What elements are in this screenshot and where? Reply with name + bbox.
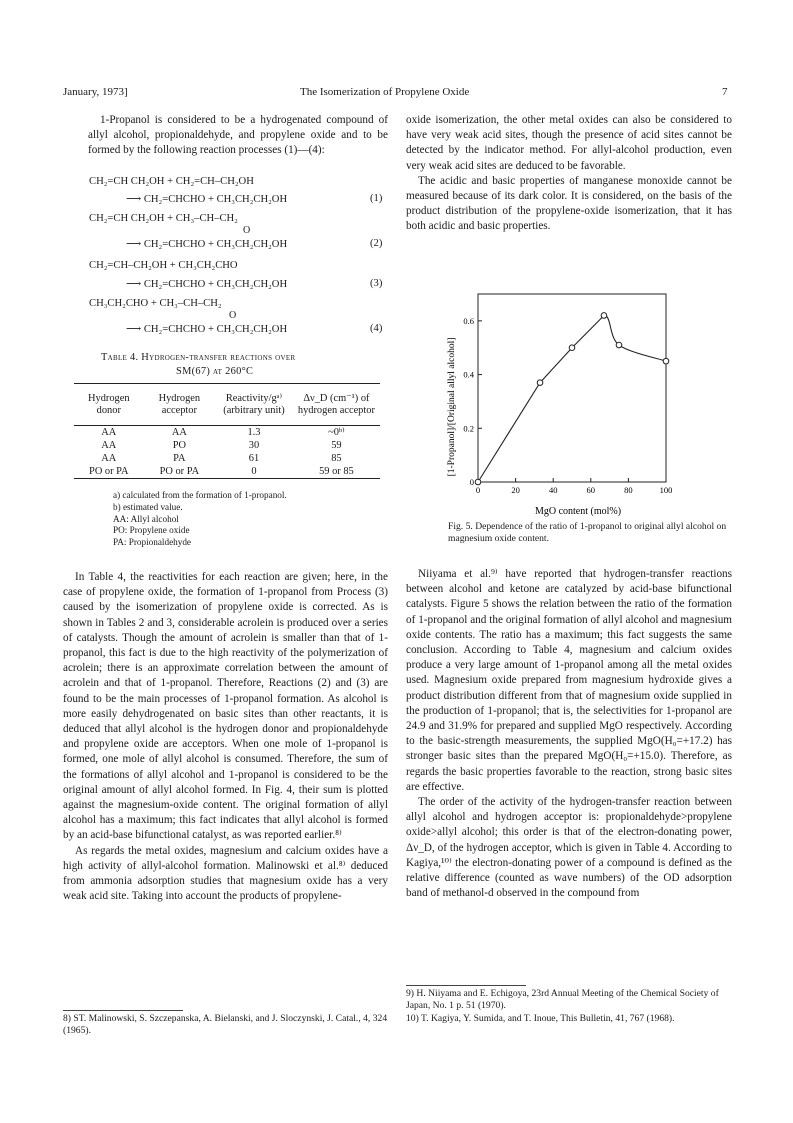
footnote-rule-right [406, 985, 526, 986]
paragraph: oxide isomerization, the other metal oxides can also be considered to have very weak acid sites, though the presence of acid sites cannot be detected by the indicator method. For allyl-alcohol production, even very weak acid sites are deduced to be favorable. [406, 114, 732, 172]
paragraph: In Table 4, the reactivities for each reaction are given; here, in the case of propylene oxide, the formation of 1-propanol from Process (3) caused by the isomerization of propylene oxide is corrected. As is shown in Tables 2 and 3, considerable acrolein is produced over a series of catalysts. Though the amount of acrolein is smaller than that of 1-propanol, this fact is due to the high reactivity of the polymerization of acrolein; there is an approximate correlation between the amount of acrolein and that of 1-propanol. Therefore, Reactions (2) and (3) are found to be the main processes of 1-propanol formation. As alcohol is more easily dehydrogenated on basic sites than other reactants, it is deduced that allyl alcohol is the hydrogen donor and propionaldehyde and propylene oxide are acceptors. When one mole of 1-propanol is formed, one mole of allyl alcohol is consumed. Therefore, the sum of the formations of allyl alcohol and 1-propanol is considered to be the original amount of allyl alcohol formed. In Fig. 4, their sum is plotted against the magnesium-oxide content. The original formation of allyl alcohol has a maximum; this fact indicates that allyl alcohol is formed by an acid-base bifunctional catalyst, as was reported earlier.⁸⁾ [63, 571, 388, 842]
eq3-number: (3) [370, 278, 383, 289]
data-point [616, 342, 622, 348]
right-body [406, 567, 732, 901]
data-point [537, 380, 543, 386]
eq2-number: (2) [370, 238, 383, 249]
table-cell: 61 [248, 452, 260, 464]
table-cell: AA [171, 426, 187, 438]
table4-note: b) estimated value. [113, 501, 183, 512]
y-tick-label: 0.6 [463, 315, 474, 326]
table4-header-cell: Hydrogen acceptor [158, 393, 201, 416]
table-cell: AA [101, 426, 117, 438]
intro-paragraph [88, 113, 388, 159]
table4-header-cell: Reactivity/gᵃ⁾ (arbitrary unit) [223, 393, 285, 416]
eq4-products: ⟶ CH₂=CHCHO + CH₃CH₂CH₂OH [126, 324, 288, 335]
eq4-number: (4) [370, 323, 383, 334]
table-row [74, 439, 380, 452]
eq2-reactants: CH₂=CH CH₂OH + CH₃–CH–CH₂ [89, 213, 238, 224]
figure-5-caption: Fig. 5. Dependence of the ratio of 1-propanol to original allyl alcohol on magnesium oxide content. [448, 521, 727, 544]
intro-text: 1-Propanol is considered to be a hydrogenated compound of allyl alcohol, propionaldehyde, and propylene oxide and to be formed by the following reaction processes (1)—(4): [88, 114, 388, 157]
table4-notes [113, 490, 287, 549]
table4-header-cell: Hydrogen donor [88, 393, 130, 416]
y-tick-label: 0.4 [463, 369, 474, 380]
paragraph: Niiyama et al.⁹⁾ have reported that hydrogen-transfer reactions between alcohol and ketone are catalyzed by acid-base bifunctional catalysts. Figure 5 shows the relation between the ratio of the formation of 1-propanol and the original formation of allyl alcohol and magnesium oxide contents. The ratio has a maximum; this fact suggests the same conclusion. According to Table 4, magnesium and calcium oxides produce a very large amount of 1-propanol among all the metal oxides used. Magnesium oxide prepared from magnesium hydroxide gives a product distribution different from that of magnesium oxide supplied in the production of 1-propanol; that is, the selectivities for 1-propanol are 24.9 and 31.9% for prepared and supplied MgO respectively. According to the basic-strength measurements, the supplied MgO(H₀=+17.2) has stronger basic sites than the prepared MgO(H₀=+15.0). Therefore, as regards the basic properties favorable to the reaction, strong basic sites are effective. [406, 568, 732, 793]
table-cell: PA [173, 452, 186, 464]
table-row [74, 465, 380, 479]
table-cell: 1.3 [247, 426, 261, 438]
footnote-9: 9) H. Niiyama and E. Echigoya, 23rd Annual Meeting of the Chemical Society of Japan, No. 1 p. 51 (1970). [406, 988, 719, 1011]
x-tick-label: 100 [659, 485, 673, 495]
x-tick-label: 60 [586, 485, 596, 495]
y-axis-label: [1-Propanol]/[Original allyl alcohol] [447, 337, 457, 477]
paragraph: The acidic and basic properties of manganese monoxide cannot be measured because of its dark color. It is considered, on the basis of the product distribution of the propylene-oxide isomerization, that it has both acidic and basic properties. [406, 174, 732, 233]
table-cell: 85 [331, 452, 342, 464]
eq2-epoxide-bridge: O [243, 225, 251, 236]
eq4-epoxide-bridge: O [229, 310, 237, 321]
eq1-reactants: CH₂=CH CH₂OH + CH₂=CH–CH₂OH [89, 176, 254, 187]
table4-note: PO: Propylene oxide [113, 525, 190, 536]
table-cell: 59 or 85 [319, 465, 354, 477]
x-axis-label: MgO content (mol%) [534, 506, 622, 517]
page-number: 7 [722, 86, 728, 98]
table4-caption-line1: Table 4. Hydrogen-transfer reactions over [101, 352, 296, 363]
table-row [74, 426, 380, 440]
footnote-10: 10) T. Kagiya, Y. Sumida, and T. Inoue, This Bulletin, 41, 767 (1968). [406, 1013, 675, 1024]
y-tick-label: 0.2 [463, 423, 474, 434]
table4-top-rule [74, 383, 380, 384]
data-curve [478, 315, 666, 482]
table-row [74, 452, 380, 465]
data-point [663, 358, 669, 364]
running-header-title: The Isomerization of Propylene Oxide [300, 86, 470, 98]
table-cell: 59 [331, 439, 342, 451]
left-body [63, 570, 388, 904]
footnote-8: 8) ST. Malinowski, S. Szczepanska, A. Bielanski, and J. Sloczynski, J. Catal., 4, 324 (1965). [63, 1013, 388, 1036]
plot-frame [478, 294, 666, 482]
footnote-rule-left [63, 1010, 183, 1011]
table-cell: AA [101, 452, 117, 464]
table-cell: PO or PA [89, 465, 129, 477]
table-cell: 30 [248, 439, 260, 451]
right-top-body [406, 113, 732, 235]
eq3-products: ⟶ CH₂=CHCHO + CH₃CH₂CH₂OH [126, 279, 288, 290]
table-cell: ~0ᵇ⁾ [328, 426, 345, 438]
eq3-reactants: CH₂=CH–CH₂OH + CH₃CH₂CHO [89, 260, 238, 271]
table4-note: AA: Allyl alcohol [113, 513, 179, 524]
table4-header-row [74, 385, 380, 426]
running-header-left: January, 1973] [63, 86, 128, 98]
eq1-products: ⟶ CH₂=CHCHO + CH₃CH₂CH₂OH [126, 194, 288, 205]
paragraph: As regards the metal oxides, magnesium and calcium oxides have a high activity of allyl-alcohol formation. Malinowski et al.⁸⁾ deduced from ammonia adsorption studies that magnesium oxide has a very weak acid site. Taking into account the products of propylene- [63, 844, 388, 903]
table-cell: 0 [251, 465, 257, 477]
table4 [74, 385, 380, 479]
table-cell: AA [101, 439, 117, 451]
table-cell: PO [172, 439, 186, 451]
paragraph: The order of the activity of the hydrogen-transfer reaction between allyl alcohol and hydrogen acceptor is: propionaldehyde>propylene oxide>allyl alcohol; this order is that of the electron-donating power, Δν_D, of the hydrogen acceptor, which is given in Table 4. According to Kagiya,¹⁰⁾ the electron-donating power of a compound is defined as the relative difference (counted as wave numbers) of the OD adsorption band of methanol-d observed in the compound from [406, 796, 732, 900]
eq4-reactants: CH₃CH₂CHO + CH₃–CH–CH₂ [89, 298, 222, 309]
x-tick-label: 20 [511, 485, 520, 495]
x-tick-label: 40 [548, 485, 558, 495]
data-point [601, 313, 607, 319]
figure-5-chart [430, 282, 740, 527]
table4-caption-line2: SM(67) at 260°C [176, 366, 254, 377]
data-point [475, 479, 481, 485]
x-tick-label: 0 [475, 485, 481, 495]
y-tick-label: 0 [469, 477, 474, 487]
data-point [569, 345, 575, 351]
table4-note: PA: Propionaldehyde [113, 537, 192, 548]
table-cell: PO or PA [159, 465, 200, 477]
table4-header-cell: Δν_D (cm⁻¹) of hydrogen acceptor [297, 393, 375, 416]
table4-note: a) calculated from the formation of 1-propanol. [113, 490, 287, 500]
x-tick-label: 80 [624, 485, 633, 495]
eq2-products: ⟶ CH₂=CHCHO + CH₃CH₂CH₂OH [126, 239, 288, 250]
eq1-number: (1) [370, 193, 383, 204]
